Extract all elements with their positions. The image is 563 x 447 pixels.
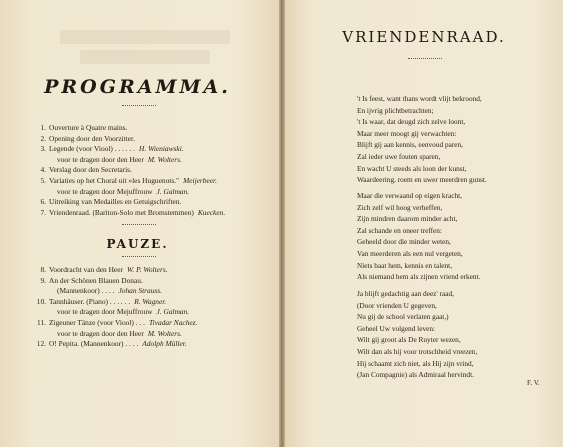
show-through-text xyxy=(60,30,230,44)
item-number: 9. xyxy=(40,275,46,285)
poem-line: Ja blijft gedachtig aan deez' raad, xyxy=(357,289,454,298)
item-text: Voordracht van den Heer xyxy=(49,265,123,274)
poem-line: Hij schaamt zich niet, als Hij zijn vrind, xyxy=(357,358,474,368)
poem-line: Van meerderen als een nul vergeten, xyxy=(357,249,463,258)
item-author: Johan Strauss. xyxy=(118,286,162,296)
divider xyxy=(408,58,442,59)
programme-item xyxy=(30,286,162,297)
item-number: 12. xyxy=(36,339,46,349)
divider xyxy=(122,105,156,106)
item-number: 11. xyxy=(37,318,46,327)
item-text: O! Pepita. (Mannenkoor) . . . . xyxy=(49,339,139,349)
programme-item xyxy=(30,297,166,308)
item-number: 2. xyxy=(40,133,46,143)
item-author: Adolph Müller. xyxy=(142,339,187,349)
poem-line: (Jan Compagnie) als Admiraal hervindt. xyxy=(357,370,474,380)
item-text: Verslag door den Secretaris. xyxy=(49,165,132,175)
item-text: voor te dragen door den Heer xyxy=(57,328,144,338)
item-number: 1. xyxy=(40,123,46,132)
item-author: J. Galman. xyxy=(156,307,190,317)
programme-item xyxy=(30,187,189,198)
programme-item xyxy=(30,155,182,166)
programme-item xyxy=(30,165,132,176)
item-author: J. Galman. xyxy=(156,186,190,196)
poem-line: En ijvrig plichtbetrachten; xyxy=(357,105,434,115)
item-text: voor te dragen door Mejuffrouw xyxy=(57,307,153,317)
item-text: (Mannenkoor) . . . . xyxy=(57,286,115,296)
item-text: Opening door den Voorzitter. xyxy=(49,133,135,143)
programme-item xyxy=(30,307,189,318)
programme-item xyxy=(30,176,217,187)
poem-line: Zal ieder uwe fouten sparen, xyxy=(357,152,441,161)
poem-line: Blijft gij aan kennis, eenvoud paren, xyxy=(357,140,463,150)
item-author: Tivadar Nachez. xyxy=(148,318,198,327)
pauze-heading: PAUZE. xyxy=(106,237,169,251)
poem-line: En wacht U steeds als loon der kunst, xyxy=(357,163,467,173)
programme-item xyxy=(30,276,143,287)
programme-item xyxy=(30,144,184,155)
poem-line: Zijn mindren daarom minder acht, xyxy=(357,214,458,224)
programme-item xyxy=(30,208,225,219)
divider xyxy=(122,256,156,257)
poem-line: Niets baat hem, kennis en talent, xyxy=(357,260,453,270)
programme-item xyxy=(30,318,197,329)
item-text: Zigeuner Tänze (voor Viool) . . . xyxy=(49,318,145,327)
item-author: Kuecken. xyxy=(197,207,226,217)
divider xyxy=(122,224,156,225)
programme-item xyxy=(30,123,127,134)
item-author: W. P. Wolters. xyxy=(126,265,168,274)
poem-line: (Door vrienden U gegeven, xyxy=(357,300,437,310)
poem-line: Wilt dan als hij voor trotschheid vreezen, xyxy=(357,347,478,356)
item-text: Vriendenraad. (Bariton-Solo met Bromstemmen) xyxy=(49,207,194,217)
programme-item xyxy=(30,329,182,340)
poem-line: 't Is waar, dat deugd zich zelve loont, xyxy=(357,117,466,127)
programme-item xyxy=(30,134,135,145)
item-text: Legende (voor Viool) . . . . . . xyxy=(49,144,136,154)
signature: F. V. xyxy=(527,379,540,387)
item-text: An der Schönen Blauen Donau. xyxy=(49,275,143,285)
programme-item xyxy=(30,197,181,208)
item-author: M. Wolters. xyxy=(147,328,182,338)
item-author: H. Wieniawski. xyxy=(139,144,184,154)
poem-line: Wilt gij groot als De Ruyter wezen, xyxy=(357,335,461,345)
item-number: 5. xyxy=(40,176,46,185)
item-text: voor te dragen door den Heer xyxy=(57,154,144,164)
item-number: 7. xyxy=(40,207,46,217)
vriendenraad-title: VRIENDENRAAD. xyxy=(342,28,506,46)
programma-title: PROGRAMMA. xyxy=(44,76,231,98)
item-number: 8. xyxy=(40,265,46,274)
item-author: M. Wolters. xyxy=(147,154,182,164)
item-text: Tannhäuser. (Piano) . . . . . . xyxy=(49,296,131,306)
poem-line: Zal schande en oneer treffen: xyxy=(357,225,442,235)
programme-item xyxy=(30,339,187,350)
poem-line: Waardeering, roem en uwer meerdren gunst. xyxy=(357,175,487,185)
show-through-text xyxy=(80,50,210,64)
item-number: 4. xyxy=(40,165,46,175)
poem-line: Maar meer moogt gij verwachten: xyxy=(357,128,457,138)
item-text: Uitreiking van Medailles en Getuigschriften. xyxy=(49,197,182,207)
item-number: 3. xyxy=(40,144,46,154)
poem-line: 't Is feest, want thans wordt vlijt bekroond, xyxy=(357,94,482,103)
poem-line: Maar die verwaand op eigen kracht, xyxy=(357,191,462,200)
item-number: 10. xyxy=(36,296,46,306)
poem-line: Geheel Uw volgend leven: xyxy=(357,323,436,333)
item-text: voor te dragen door Mejuffrouw xyxy=(57,186,153,196)
item-text: Variaties op het Choral uit »les Huguenots." xyxy=(49,176,180,185)
poem-line: Nu gij de school verlaten gaat,) xyxy=(357,312,449,322)
item-text: Ouverture à Quatre mains. xyxy=(49,123,128,132)
poem-line: Als niemand hem als zijnen vriend erkent. xyxy=(357,272,481,282)
poem-line: Zich zelf wil hoog verheffen, xyxy=(357,202,443,212)
poem-line: Geheeld door die minder weten, xyxy=(357,237,451,247)
programme-item xyxy=(30,265,168,276)
item-author: R. Wagner. xyxy=(134,296,167,306)
item-author: Meijerbeer. xyxy=(183,176,217,185)
item-number: 6. xyxy=(40,197,46,207)
